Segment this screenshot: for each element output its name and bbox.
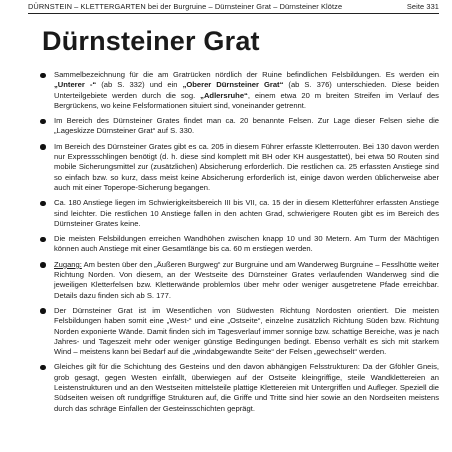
bullet-icon <box>40 201 46 207</box>
paragraph-text: Gleiches gilt für die Schichtung des Gesteins und den davon abhängigen Felsstrukturen: Da der Gföhler Gneis, grob gesagt, gegen Westen einfällt, überwiegen auf der Ostseite kleingriffige, steile Wandklettereien an Leistenstrukturen und an den Westseiten mittelsteile plattige Klettereien mit Untergriffen und Aufleger. Speziell die Südseiten weisen oft rundgriffige Strukturen auf, die Griffe und Tritte sind hier sowie an den Nordseiten meistens durch das schräge Einfallen der Gesteinsschichten geprägt. <box>54 362 439 413</box>
paragraph-heights <box>40 234 439 255</box>
text-run: (ab S. 376) unterschieden. Diese beiden Unterteilgebiete werden durch die sog. <box>54 80 439 100</box>
bold-term: „Unterer -“ <box>54 80 97 90</box>
bullet-icon <box>40 365 46 371</box>
page-number: Seite 331 <box>406 2 439 11</box>
paragraph-grades <box>40 198 439 229</box>
paragraph-overview <box>40 70 439 111</box>
paragraph-text: Ca. 180 Anstiege liegen im Schwierigkeitsbereich III bis VII, ca. 15 der in diesem Kletterführer erfassten Anstiege sind leichter. Die restlichen 10 Anstiege fallen in den achten Grad, schwierigere Routen gibt es im Bereich des Dürnsteiner Grates keine. <box>54 198 439 228</box>
paragraph-text: Die meisten Felsbildungen erreichen Wandhöhen zwischen knapp 10 und 30 Metern. Am Turm der Mächtigen können auch Anstiege mit einer Gesamtlänge bis ca. 60 m erstiegen werden. <box>54 234 439 254</box>
bullet-icon <box>40 119 46 125</box>
bullet-icon <box>40 237 46 243</box>
text-run: Sammelbezeichnung für die am Gratrücken nördlich der Ruine befindlichen Felsbildungen. Es werden ein <box>54 70 439 79</box>
paragraph-access <box>40 260 439 301</box>
paragraph-orientation <box>40 306 439 357</box>
bullet-icon <box>40 308 46 314</box>
paragraph-text: Im Bereich des Dürnsteiner Grates gibt es ca. 205 in diesem Führer erfasste Kletterrouten. Bei 130 davon werden nur Expressschlingen benötigt (d. h. diese sind komplett mit BH oder KH ausgestattet), bei etwa 50 Routen sind mobile Sicherungsmittel zur (zusätzlichen) Absicherung erforderlich. Die restlichen ca. 25 erfassten Anstiege sind so einfach bzw. so kurz, dass meist keine Absicherung erforderlich ist, einige davon werden üblicherweise aber auch mit einer Toperope-Sicherung begangen. <box>54 141 439 192</box>
access-label: Zugang: <box>54 259 82 269</box>
section-title: Dürnsteiner Grat <box>42 26 260 56</box>
bullet-icon <box>40 262 46 268</box>
text-run: (ab S. 332) und ein <box>96 80 183 90</box>
paragraph-routes <box>40 142 439 193</box>
paragraph-text: Der Dürnsteiner Grat ist im Wesentlichen von Südwesten Richtung Nordosten orientiert. Die meisten Felsbildungen haben somit eine „West-“ und eine „Ostseite“, einzelne zusätzlich Richtung Süden bzw. Richtung Norden exponierte Wände. Damit finden sich im Tagesverlauf immer sonnige bzw. schattige Bereiche, was je nach Jahres- und Tageszeit mehr oder weniger günstige Bedingungen bedingt. Ebenso verhält es sich mit starkem Wind – meistens kann bei Bedarf auf die „windabgewandte Seite“ der Felsen „gewechselt“ werden. <box>54 305 439 357</box>
running-head <box>28 0 439 14</box>
bullet-icon <box>40 144 46 150</box>
paragraph-geology <box>40 362 439 413</box>
running-title: DÜRNSTEIN – KLETTERGARTEN bei der Burgruine – Dürnsteiner Grat – Dürnsteiner Klötze <box>28 2 343 11</box>
bullet-icon <box>40 73 46 79</box>
paragraph-text: Im Bereich des Dürnsteiner Grates findet man ca. 20 benannte Felsen. Zur Lage dieser Felsen siehe die „Lageskizze Dürnsteiner Grat“ auf S. 330. <box>54 116 439 136</box>
bold-term: „Oberer Dürnsteiner Grat“ <box>182 80 284 90</box>
paragraph-list <box>40 70 439 414</box>
bold-term: „Adlersruhe“ <box>200 90 248 100</box>
paragraph-rocks <box>40 116 439 137</box>
paragraph-text: Am besten über den „Äußeren Burgweg“ zur Burgruine und am Wanderweg Burgruine – Fesslhütte weiter Richtung Norden. Von diesem, an der Westseite des Dürnsteiner Grates verlaufenden Wanderweg sind die jeweiligen Kletterfelsen bzw. Kletterwände problemlos über mehr oder weniger ausgetretene Pfade erreichbar. Details dazu finden sich ab S. 177. <box>54 259 439 300</box>
text-run: , einem etwa 20 m breiten Streifen im Verlauf des Bergrückens, wo keine Felsformationen situiert sind, voneinander getrennt. <box>54 90 439 110</box>
